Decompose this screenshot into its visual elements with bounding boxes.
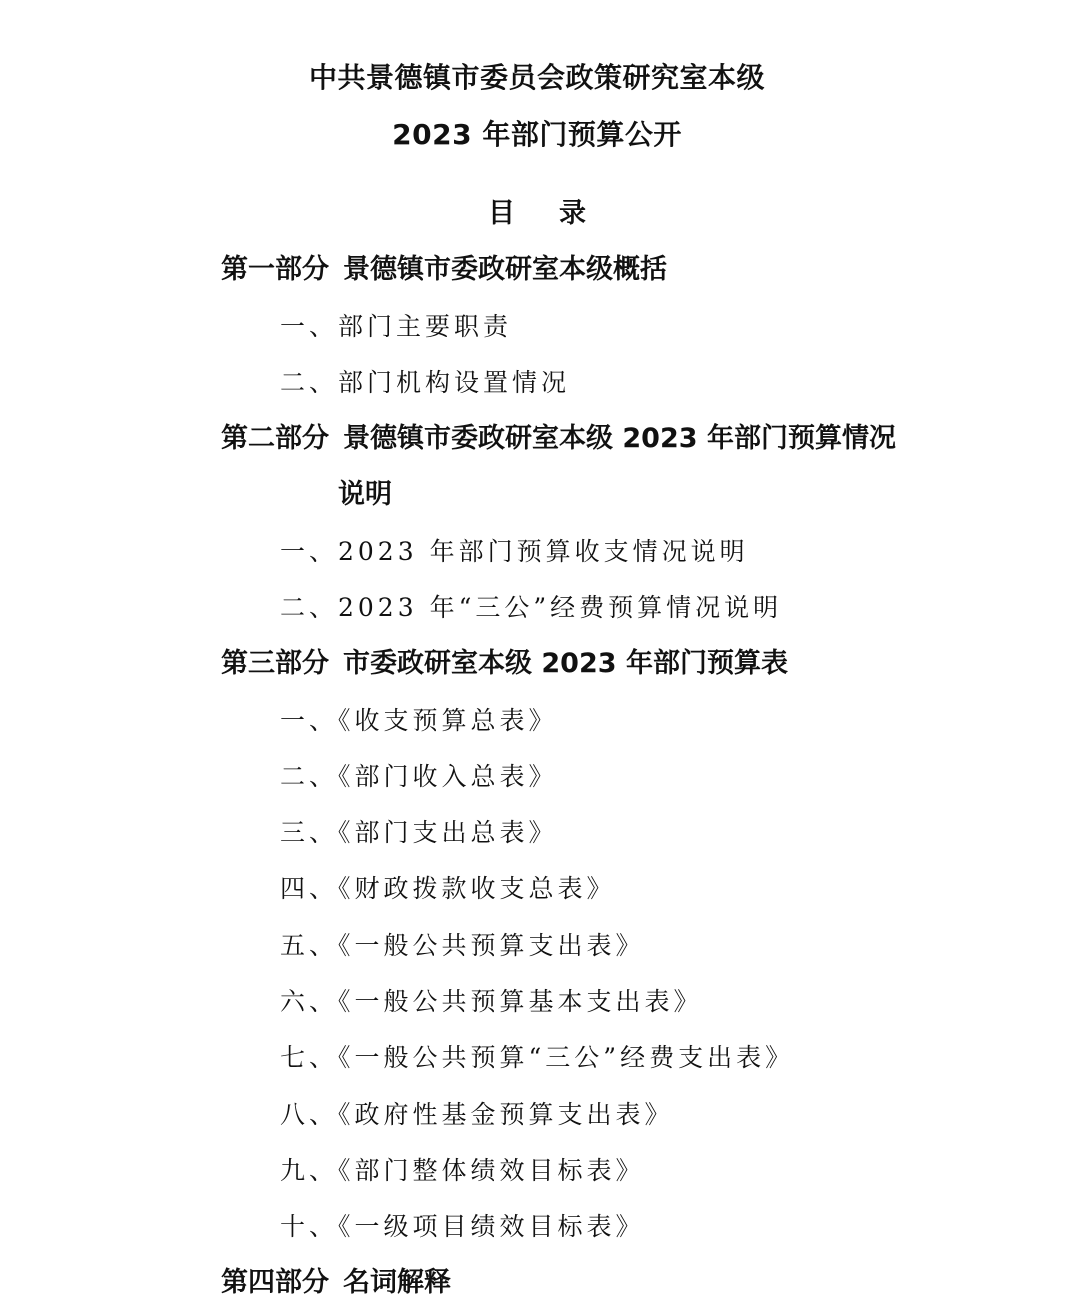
toc-item[interactable]: 二、2023 年“三公”经费预算情况说明: [280, 593, 783, 622]
toc-part-3[interactable]: [221, 646, 788, 682]
toc-part-4-title: 名词解释: [343, 1267, 451, 1298]
toc-part-2[interactable]: [221, 421, 896, 457]
toc-item[interactable]: 一、《收支预算总表》: [280, 706, 558, 735]
toc-item[interactable]: 二、部门机构设置情况: [280, 368, 571, 397]
toc-part-2-label: 第二部分: [221, 423, 329, 454]
toc-item[interactable]: 二、《部门收入总表》: [280, 762, 558, 791]
toc-part-2-title: 景德镇市委政研室本级 2023 年部门预算情况: [343, 423, 896, 454]
toc-part-4[interactable]: [221, 1265, 451, 1301]
toc-heading-char1: 目: [488, 198, 515, 229]
document-title-line1: 中共景德镇市委员会政策研究室本级: [308, 61, 765, 94]
toc-item[interactable]: 三、《部门支出总表》: [280, 818, 558, 847]
toc-part-3-label: 第三部分: [221, 648, 329, 679]
toc-item[interactable]: 五、《一般公共预算支出表》: [280, 931, 645, 960]
toc-item[interactable]: 七、《一般公共预算“三公”经费支出表》: [280, 1043, 795, 1072]
toc-item[interactable]: 一、部门主要职责: [280, 312, 513, 341]
toc-item[interactable]: 六、《一般公共预算基本支出表》: [280, 987, 703, 1016]
toc-part-1-label: 第一部分: [221, 254, 329, 285]
toc-part-4-label: 第四部分: [221, 1267, 329, 1298]
document-title-line2: 2023 年部门预算公开: [392, 118, 682, 151]
toc-part-2-title-cont[interactable]: 说明: [338, 479, 392, 510]
toc-item[interactable]: 一、2023 年部门预算收支情况说明: [280, 537, 749, 566]
toc-heading-char2: 录: [559, 198, 586, 229]
toc-part-1-title: 景德镇市委政研室本级概括: [343, 254, 667, 285]
toc-part-3-title: 市委政研室本级 2023 年部门预算表: [343, 648, 788, 679]
toc-item[interactable]: 四、《财政拨款收支总表》: [280, 874, 616, 903]
toc-item[interactable]: 十、《一级项目绩效目标表》: [280, 1212, 645, 1241]
toc-heading: [0, 196, 1074, 232]
toc-item[interactable]: 九、《部门整体绩效目标表》: [280, 1156, 645, 1185]
toc-item[interactable]: 八、《政府性基金预算支出表》: [280, 1100, 674, 1129]
toc-part-1[interactable]: [221, 252, 667, 288]
